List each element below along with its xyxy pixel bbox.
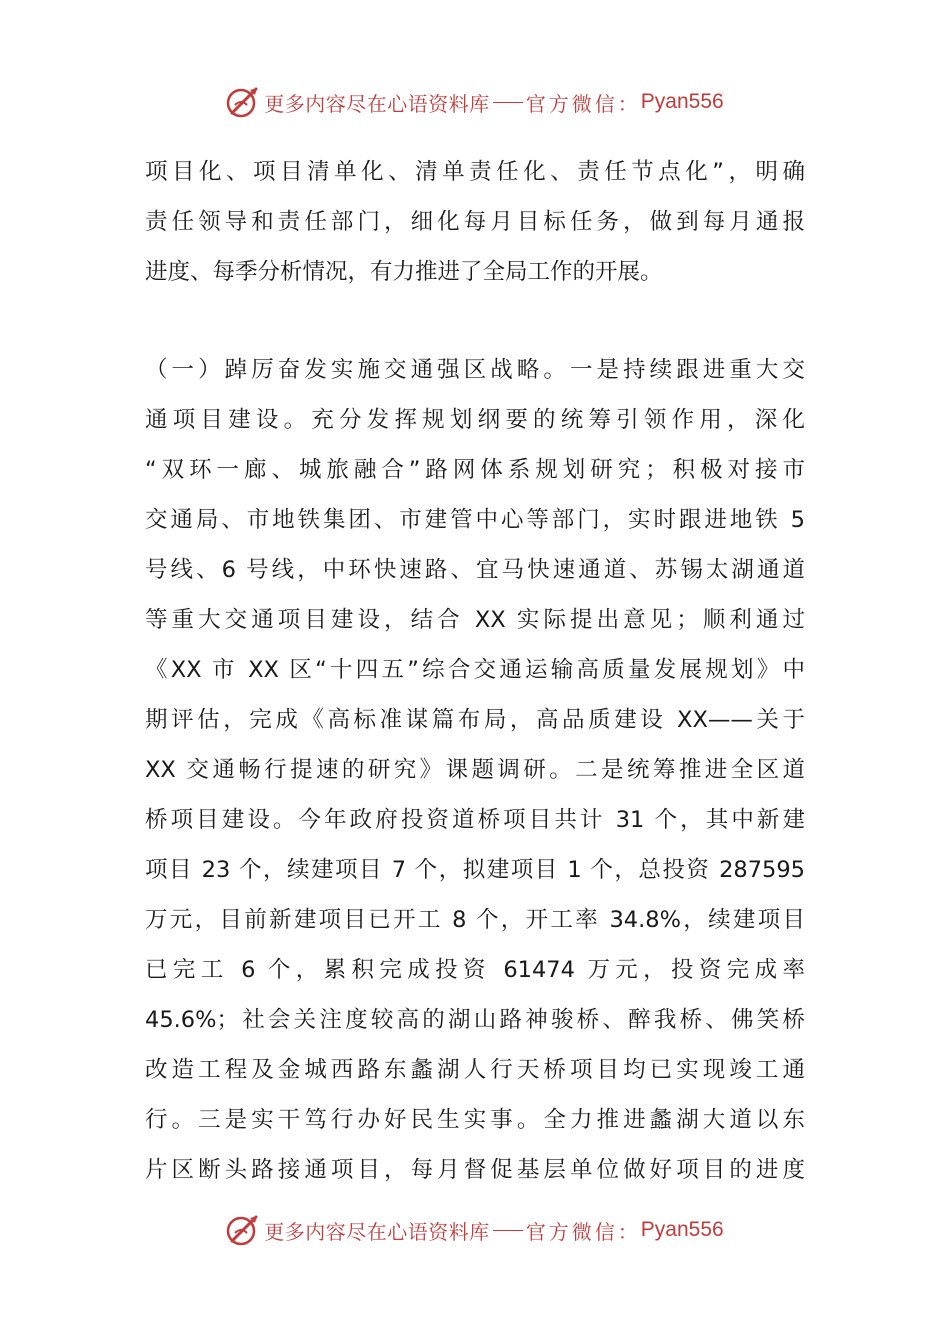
pen-logo-icon	[226, 85, 260, 119]
text-line: 项目化、项目清单化、清单责任化、责任节点化”，明确	[145, 159, 805, 185]
banner-divider	[493, 102, 523, 103]
text-line: 已完工 6 个，累积完成投资 61474 万元，投资完成率	[145, 957, 805, 983]
text-line: 行。三是实干笃行办好民生实事。全力推进蠡湖大道以东	[145, 1107, 805, 1133]
text-line: 等重大交通项目建设，结合 XX 实际提出意见；顺利通过	[145, 607, 805, 633]
text-line: （一）踔厉奋发实施交通强区战略。一是持续跟进重大交	[145, 357, 805, 383]
text-line: 45.6%；社会关注度较高的湖山路神骏桥、醉我桥、佛笑桥	[145, 1007, 805, 1033]
header-banner	[0, 82, 950, 122]
banner-wechat-label: 官方微信：	[525, 91, 641, 116]
banner-divider	[493, 1230, 523, 1231]
text-line: “双环一廊、城旅融合”路网体系规划研究；积极对接市	[145, 457, 805, 483]
text-line: 项目 23 个，续建项目 7 个，拟建项目 1 个，总投资 287595	[145, 857, 805, 883]
banner-wechat-id: Pyan556	[640, 1218, 724, 1241]
banner-wechat-label: 官方微信：	[525, 1219, 641, 1244]
text-line: 桥项目建设。今年政府投资道桥项目共计 31 个，其中新建	[145, 807, 805, 833]
text-line: 《XX 市 XX 区“十四五”综合交通运输高质量发展规划》中	[145, 657, 805, 683]
text-line: 号线、6 号线，中环快速路、宜马快速通道、苏锡太湖通道	[145, 557, 805, 583]
paragraph-1	[145, 147, 805, 297]
banner-brand-text: 更多内容尽在心语资料库	[264, 91, 490, 116]
text-line: 通项目建设。充分发挥规划纲要的统筹引领作用，深化	[145, 407, 805, 433]
banner-brand-text: 更多内容尽在心语资料库	[264, 1219, 490, 1244]
text-line: 责任领导和责任部门，细化每月目标任务，做到每月通报	[145, 209, 805, 235]
footer-banner	[0, 1210, 950, 1250]
text-line: 万元，目前新建项目已开工 8 个，开工率 34.8%，续建项目	[145, 907, 805, 933]
banner-wechat-id: Pyan556	[640, 90, 724, 113]
text-line: 片区断头路接通项目，每月督促基层单位做好项目的进度	[145, 1157, 805, 1183]
pen-logo-icon	[226, 1213, 260, 1247]
text-line: 进度、每季分析情况，有力推进了全局工作的开展。	[145, 259, 663, 285]
text-line: XX 交通畅行提速的研究》课题调研。二是统筹推进全区道	[145, 757, 805, 783]
paragraph-2	[145, 345, 805, 1195]
text-line: 期评估，完成《高标准谋篇布局，高品质建设 XX——关于	[145, 707, 805, 733]
text-line: 交通局、市地铁集团、市建管中心等部门，实时跟进地铁 5	[145, 507, 805, 533]
text-line: 改造工程及金城西路东蠡湖人行天桥项目均已实现竣工通	[145, 1057, 805, 1083]
